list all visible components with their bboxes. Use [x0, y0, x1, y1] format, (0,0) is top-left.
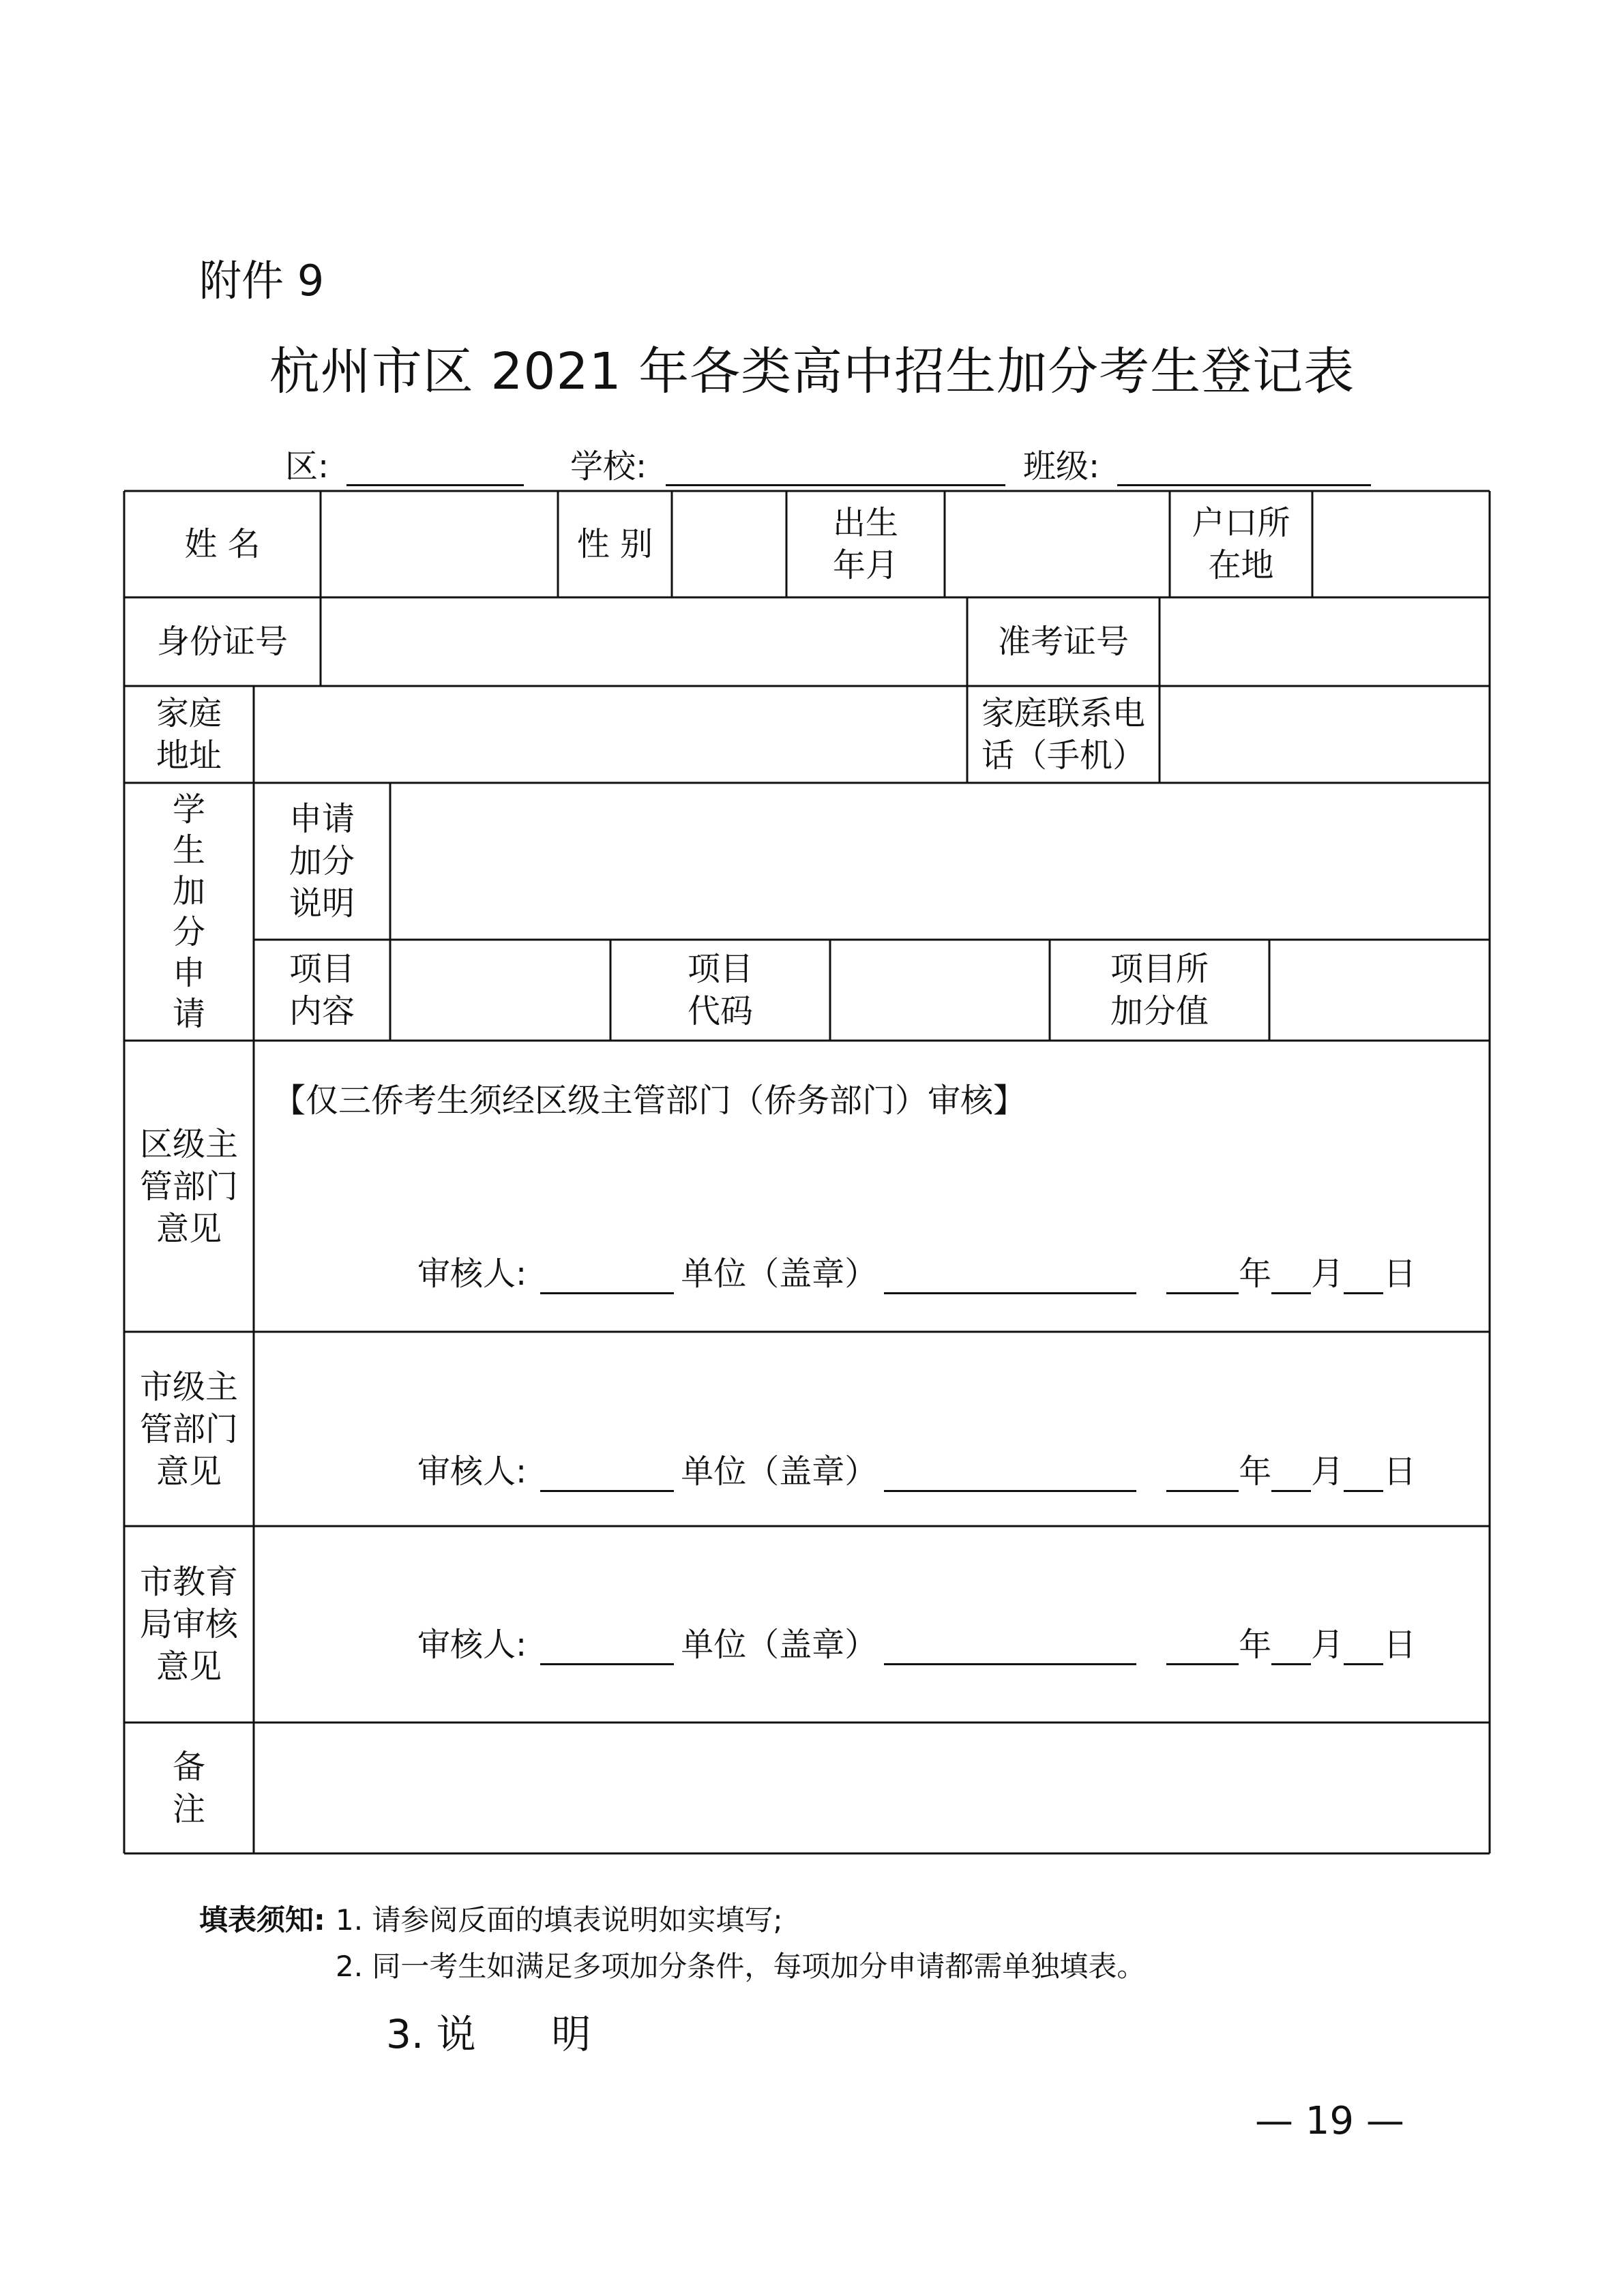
bonus-explain-label: 申请 加分 说明 [289, 800, 355, 923]
unit-label: 单位（盖章） [681, 1255, 878, 1293]
overseas-chinese-note: 【仅三侨考生须经区级主管部门（侨务部门）审核】 [273, 1082, 1027, 1120]
gender-label: 性 别 [576, 525, 653, 563]
month-blank[interactable] [1271, 1629, 1311, 1665]
month-label: 月 [1311, 1452, 1344, 1491]
gender-field[interactable] [672, 491, 786, 597]
year-blank[interactable] [1166, 1629, 1239, 1665]
school-label: 学校: [570, 447, 647, 486]
bonus-explain-field[interactable] [390, 783, 1490, 940]
attachment-label: 附件 9 [199, 256, 325, 305]
district-signature-line [417, 1253, 1416, 1294]
district-label: 区: [285, 447, 329, 486]
day-blank[interactable] [1344, 1629, 1383, 1665]
reviewer-blank[interactable] [540, 1456, 674, 1492]
unit-blank[interactable] [884, 1258, 1136, 1294]
class-blank[interactable] [1117, 484, 1371, 486]
day-blank[interactable] [1344, 1258, 1383, 1294]
remarks-label: 备 注 [172, 1748, 205, 1828]
name-label: 姓 名 [184, 525, 261, 563]
year-blank[interactable] [1166, 1456, 1239, 1492]
filling-note-1: 1. 请参阅反面的填表说明如实填写; [336, 1903, 783, 1937]
name-field[interactable] [321, 491, 558, 597]
district-blank[interactable] [346, 484, 524, 486]
item-code-label: 项目 代码 [687, 950, 753, 1030]
unit-label: 单位（盖章） [681, 1626, 878, 1664]
school-blank[interactable] [666, 484, 1005, 486]
item-content-label: 项目 内容 [289, 950, 355, 1030]
residence-label: 户口所 在地 [1192, 504, 1290, 584]
exam-number-field[interactable] [1160, 597, 1490, 686]
bonus-application-label: 学 生 加 分 申 请 [172, 790, 205, 1033]
reviewer-label: 审核人: [417, 1626, 527, 1664]
reviewer-label: 审核人: [417, 1255, 527, 1293]
item-code-field[interactable] [830, 940, 1050, 1041]
month-label: 月 [1311, 1255, 1344, 1293]
year-label: 年 [1239, 1452, 1272, 1491]
remarks-field[interactable] [254, 1723, 1490, 1853]
form-title: 杭州市区 2021 年各类高中招生加分考生登记表 [269, 342, 1355, 401]
year-label: 年 [1239, 1626, 1272, 1664]
year-blank[interactable] [1166, 1258, 1239, 1294]
reviewer-blank[interactable] [540, 1258, 674, 1294]
day-label: 日 [1383, 1452, 1417, 1491]
city-review-label: 市级主 管部门 意见 [139, 1367, 238, 1491]
day-blank[interactable] [1344, 1456, 1383, 1492]
month-blank[interactable] [1271, 1258, 1311, 1294]
reviewer-blank[interactable] [540, 1629, 674, 1665]
residence-field[interactable] [1312, 491, 1490, 597]
unit-blank[interactable] [884, 1629, 1136, 1665]
phone-label: 家庭联系电 话（手机） [981, 694, 1145, 775]
unit-blank[interactable] [884, 1456, 1136, 1492]
day-label: 日 [1383, 1255, 1417, 1293]
id-number-label: 身份证号 [156, 623, 288, 661]
filling-note-2: 2. 同一考生如满足多项加分条件，每项加分申请都需单独填表。 [336, 1950, 1146, 1983]
item-content-field[interactable] [390, 940, 610, 1041]
address-field[interactable] [254, 686, 967, 783]
edu-review-label: 市教育 局审核 意见 [139, 1563, 238, 1686]
city-signature-line [417, 1451, 1416, 1492]
birth-label: 出生 年月 [832, 504, 898, 584]
birth-field[interactable] [945, 491, 1170, 597]
district-review-label: 区级主 管部门 意见 [139, 1124, 238, 1248]
edu-signature-line [417, 1624, 1416, 1665]
exam-number-label: 准考证号 [997, 623, 1129, 661]
address-label: 家庭 地址 [156, 694, 222, 775]
id-number-field[interactable] [321, 597, 967, 686]
item-value-field[interactable] [1269, 940, 1490, 1041]
item-value-label: 项目所 加分值 [1110, 950, 1209, 1030]
page-number: — 19 — [1255, 2099, 1404, 2143]
section-heading: 3. 说 明 [386, 2011, 591, 2057]
month-label: 月 [1311, 1626, 1344, 1664]
reviewer-label: 审核人: [417, 1452, 527, 1491]
year-label: 年 [1239, 1255, 1272, 1293]
day-label: 日 [1383, 1626, 1417, 1664]
phone-field[interactable] [1160, 686, 1490, 783]
month-blank[interactable] [1271, 1456, 1311, 1492]
unit-label: 单位（盖章） [681, 1452, 878, 1491]
class-label: 班级: [1023, 447, 1100, 486]
filling-notes-heading: 填表须知: [199, 1903, 325, 1937]
